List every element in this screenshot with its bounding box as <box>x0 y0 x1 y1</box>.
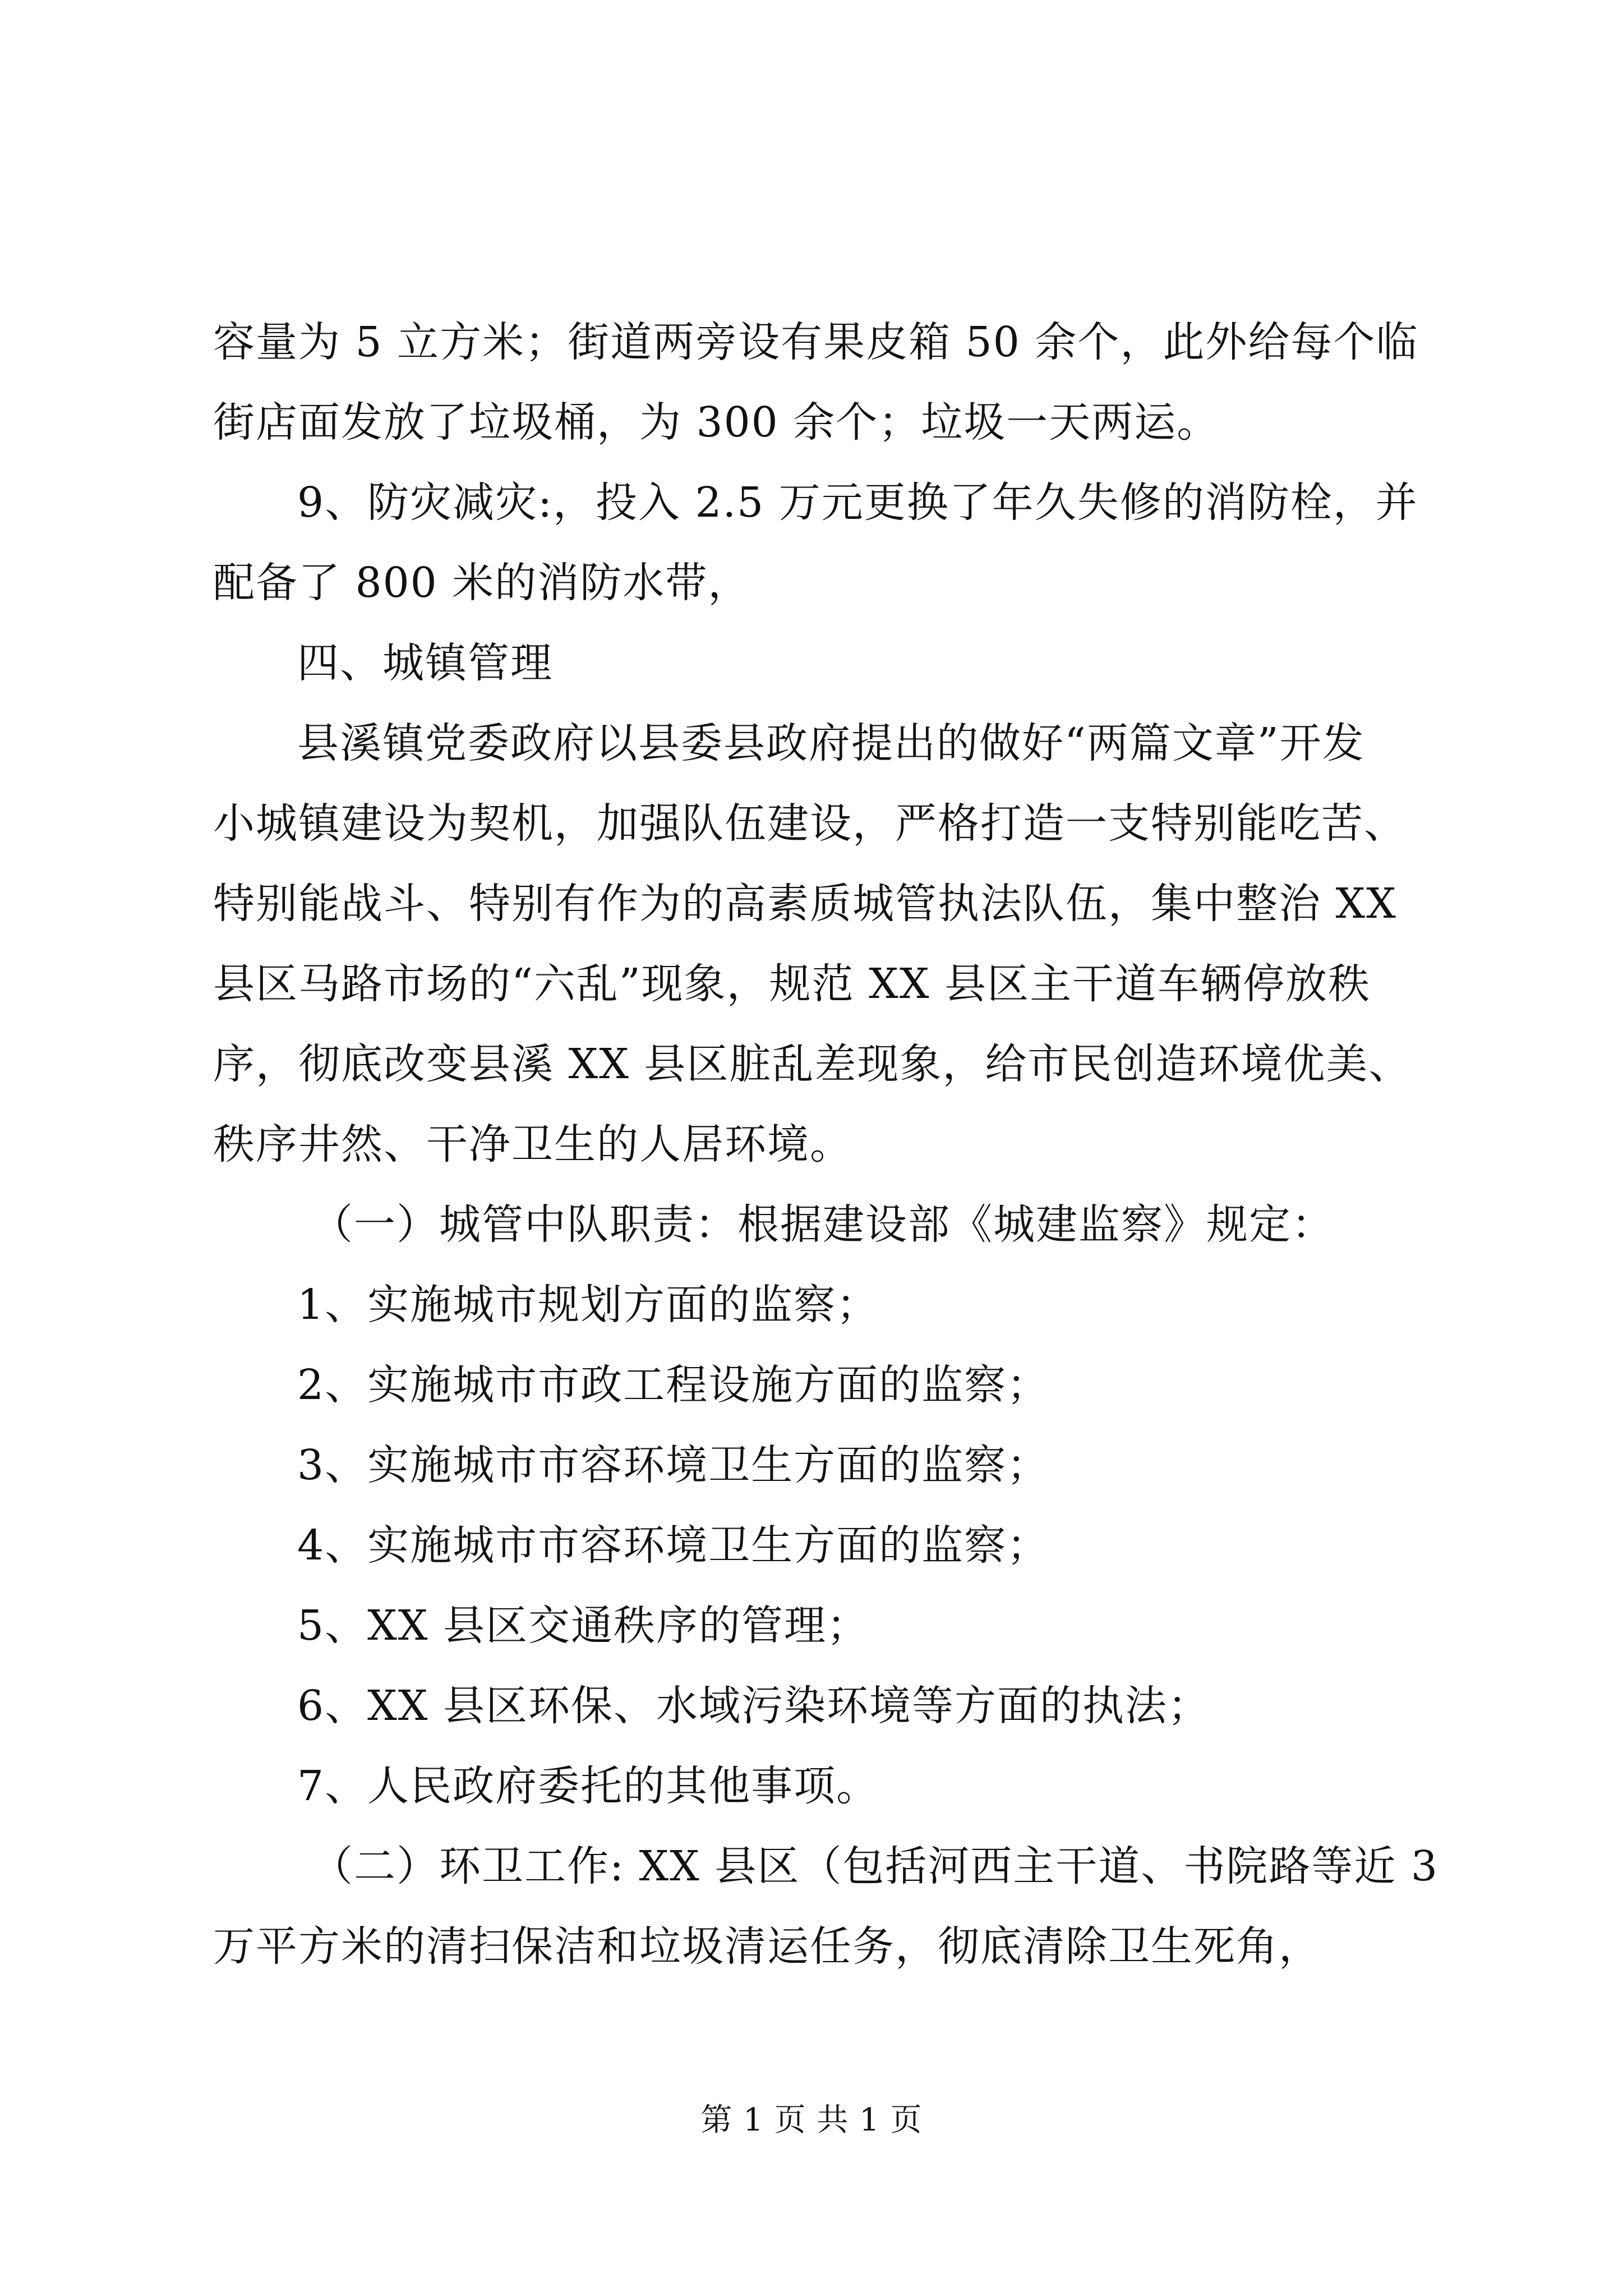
page-footer: 第 1 页 共 1 页 <box>700 2102 923 2138</box>
list-item-6: 6、XX 县区环保、水域污染环境等方面的执法； <box>297 1682 1210 1730</box>
body-line-21: 万平方米的清扫保洁和垃圾清运任务，彻底清除卫生死角， <box>213 1922 1321 1971</box>
body-line-2: 街店面发放了垃圾桶，为 300 余个；垃圾一天两运。 <box>213 398 1220 447</box>
body-line-3: 9、防灾减灾:，投入 2.5 万元更换了年久失修的消防栓，并 <box>297 478 1418 527</box>
body-line-8: 特别能战斗、特别有作为的高素质城管执法队伍，集中整治 XX <box>213 880 1397 928</box>
list-item-2: 2、实施城市市政工程设施方面的监察； <box>297 1361 1050 1409</box>
list-item-3: 3、实施城市市容环境卫生方面的监察； <box>297 1441 1050 1489</box>
list-item-7: 7、人民政府委托的其他事项。 <box>297 1762 879 1810</box>
section-heading: 四、城镇管理 <box>297 639 553 687</box>
body-line-7: 小城镇建设为契机，加强队伍建设，严格打造一支特别能吃苦、 <box>213 799 1407 848</box>
body-line-10: 序，彻底改变县溪 XX 县区脏乱差现象，给市民创造环境优美、 <box>213 1040 1412 1088</box>
list-item-4: 4、实施城市市容环境卫生方面的监察； <box>297 1521 1050 1570</box>
list-item-5: 5、XX 县区交通秩序的管理； <box>297 1602 869 1650</box>
subsection-heading-2: （二）环卫工作: XX 县区（包括河西主干道、书院路等近 3 <box>311 1842 1438 1890</box>
body-line-11: 秩序井然、干净卫生的人居环境。 <box>213 1120 852 1168</box>
list-item-1: 1、实施城市规划方面的监察； <box>297 1281 879 1329</box>
body-line-6: 县溪镇党委政府以县委县政府提出的做好“两篇文章”开发 <box>297 719 1365 767</box>
body-line-4: 配备了 800 米的消防水带， <box>213 559 751 607</box>
body-line-9: 县区马路市场的“六乱”现象，规范 XX 县区主干道车辆停放秩 <box>213 960 1371 1008</box>
body-line-1: 容量为 5 立方米；街道两旁设有果皮箱 50 余个，此外给每个临 <box>213 318 1419 366</box>
subsection-heading-1: （一）城管中队职责：根据建设部《城建监察》规定： <box>311 1200 1334 1249</box>
